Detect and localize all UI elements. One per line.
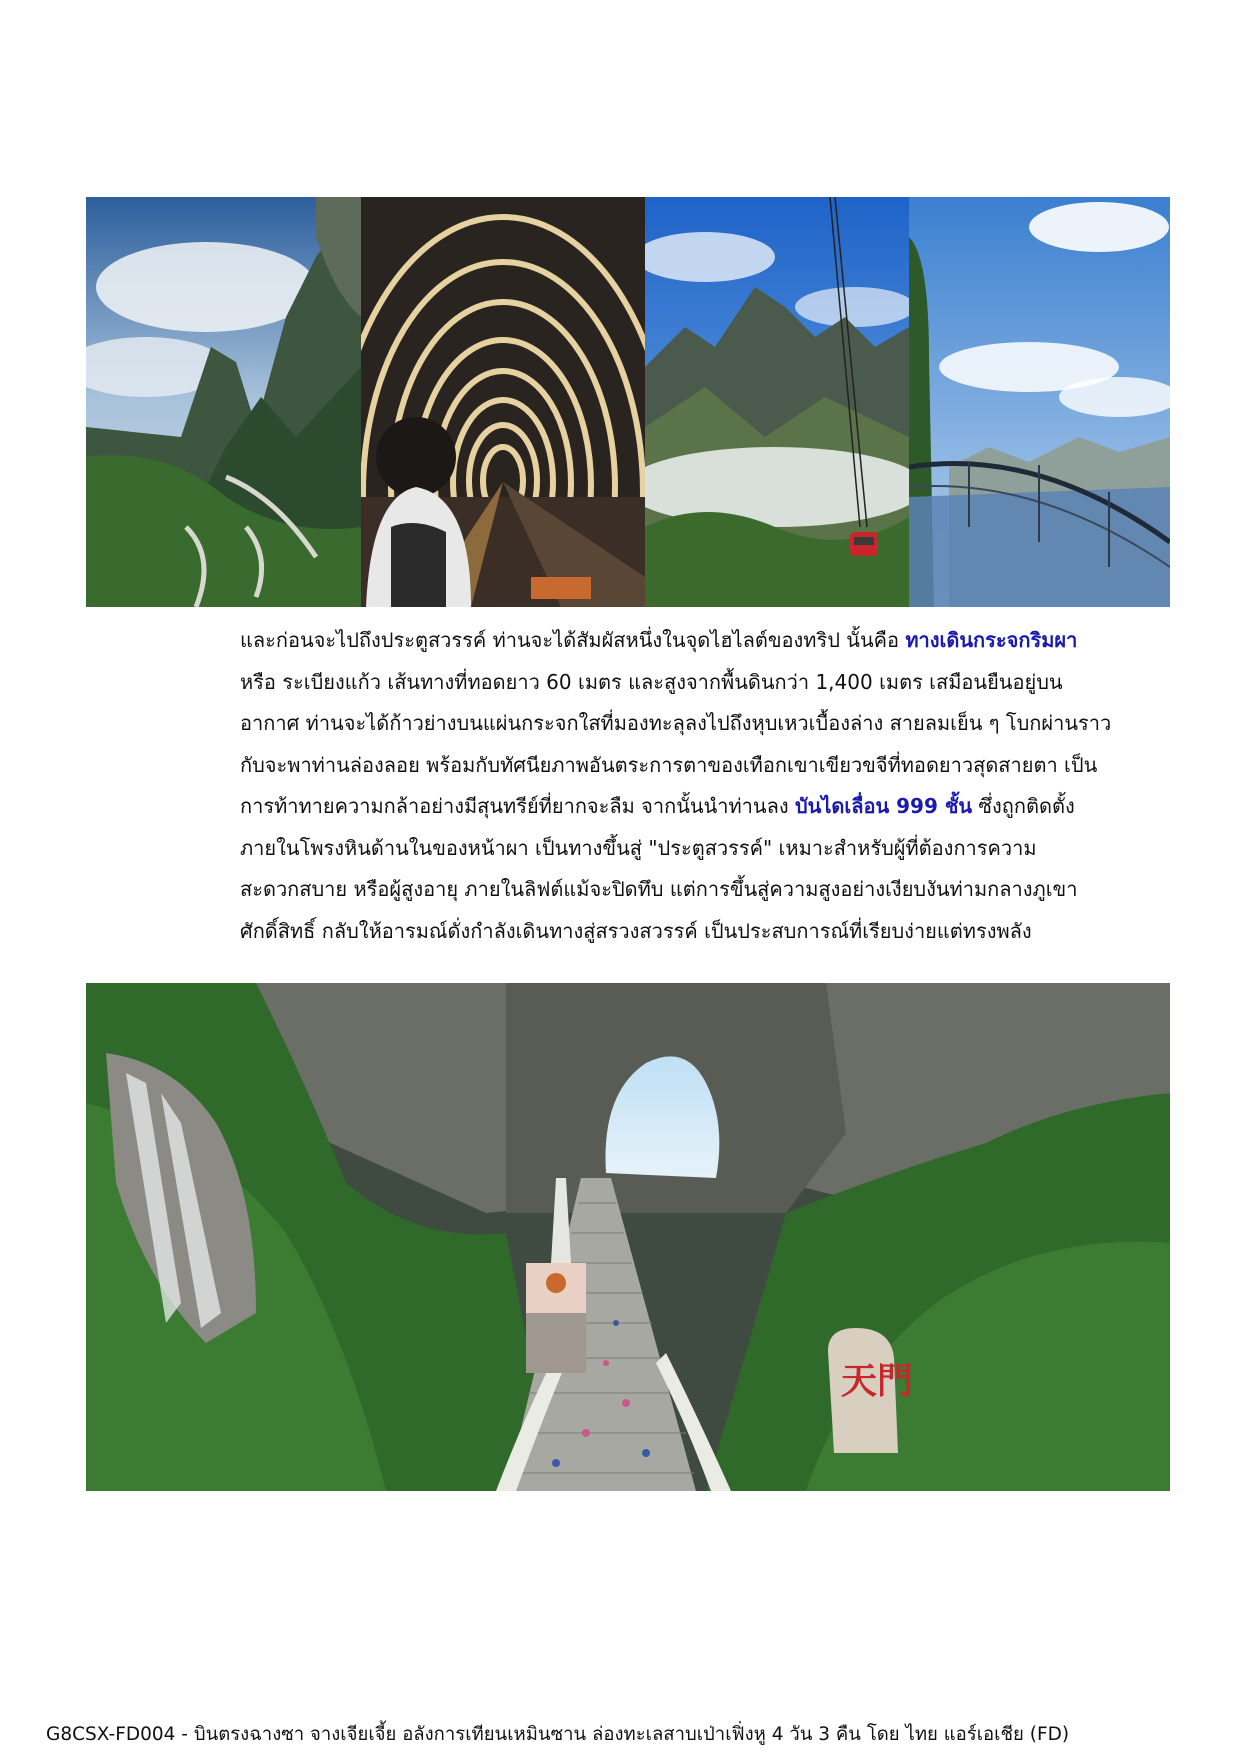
- article-paragraph: [240, 620, 1170, 952]
- highlight-escalator: บันไดเลื่อน 999 ชั้น: [794, 794, 973, 818]
- photo-collage: [86, 197, 1170, 607]
- escalator-tunnel-photo: [361, 197, 645, 607]
- cable-car-photo: [645, 197, 909, 607]
- text-line-8: ศักดิ์สิทธิ์ กลับให้อารมณ์ดั่งกำลังเดินทางสู่สรวงสวรรค์ เป็นประสบการณ์ที่เรียบง่ายแต่ทรงพลัง: [240, 918, 1032, 943]
- page-footer: G8CSX-FD004 - บินตรงฉางซา จางเจียเจี้ย อลังการเทียนเหมินซาน ล่องทะเลสาบเป่าเฟิ่งหู 4 วัน 3 คืน โดย ไทย แอร์เอเชีย (FD): [46, 1724, 1070, 1745]
- text-line-1: [240, 620, 1170, 662]
- text-line-3: อากาศ ท่านจะได้ก้าวย่างบนแผ่นกระจกใสที่มองทะลุลงไปถึงหุบเหวเบื้องล่าง สายลมเย็น ๆ โบกผ่านราว: [240, 711, 1112, 735]
- text-line-5-pre: การท้าทายความกล้าอย่างมีสุนทรีย์ที่ยากจะลืม จากนั้นนำท่านลง: [240, 794, 795, 818]
- text-line-2: หรือ ระเบียงแก้ว เส้นทางที่ทอดยาว 60 เมตร และสูงจากพื้นดินกว่า 1,400 เมตร เสมือนยืนอยู่บน: [240, 669, 1063, 694]
- tianmen-mountain-road-photo: [86, 197, 361, 607]
- text-line-7: สะดวกสบาย หรือผู้สูงอายุ ภายในลิฟต์แม้จะปิดทึบ แต่การขึ้นสู่ความสูงอย่างเงียบงันท่ามกลางภูเขา: [240, 877, 1078, 901]
- glass-skywalk-photo: [909, 197, 1170, 607]
- text-line-4: กับจะพาท่านล่องลอย พร้อมกับทัศนียภาพอันตระการตาของเทือกเขาเขียวขจีที่ทอดยาวสุดสายตา เป็น: [240, 752, 1098, 777]
- heavens-gate-stairs-photo: [86, 983, 1170, 1491]
- text-line-6: ภายในโพรงหินด้านในของหน้าผา เป็นทางขึ้นสู่ "ประตูสวรรค์" เหมาะสำหรับผู้ที่ต้องการความ: [240, 835, 1037, 860]
- text-line-5: [240, 786, 1170, 828]
- stone-tablet-text: 天門: [841, 1361, 914, 1402]
- text-line-5-post: ซึ่งถูกติดตั้ง: [972, 794, 1075, 818]
- text-line-1-pre: และก่อนจะไปถึงประตูสวรรค์ ท่านจะได้สัมผัสหนึ่งในจุดไฮไลต์ของทริป นั้นคือ: [240, 628, 906, 652]
- highlight-glass-walkway: ทางเดินกระจกริมผา: [905, 628, 1078, 652]
